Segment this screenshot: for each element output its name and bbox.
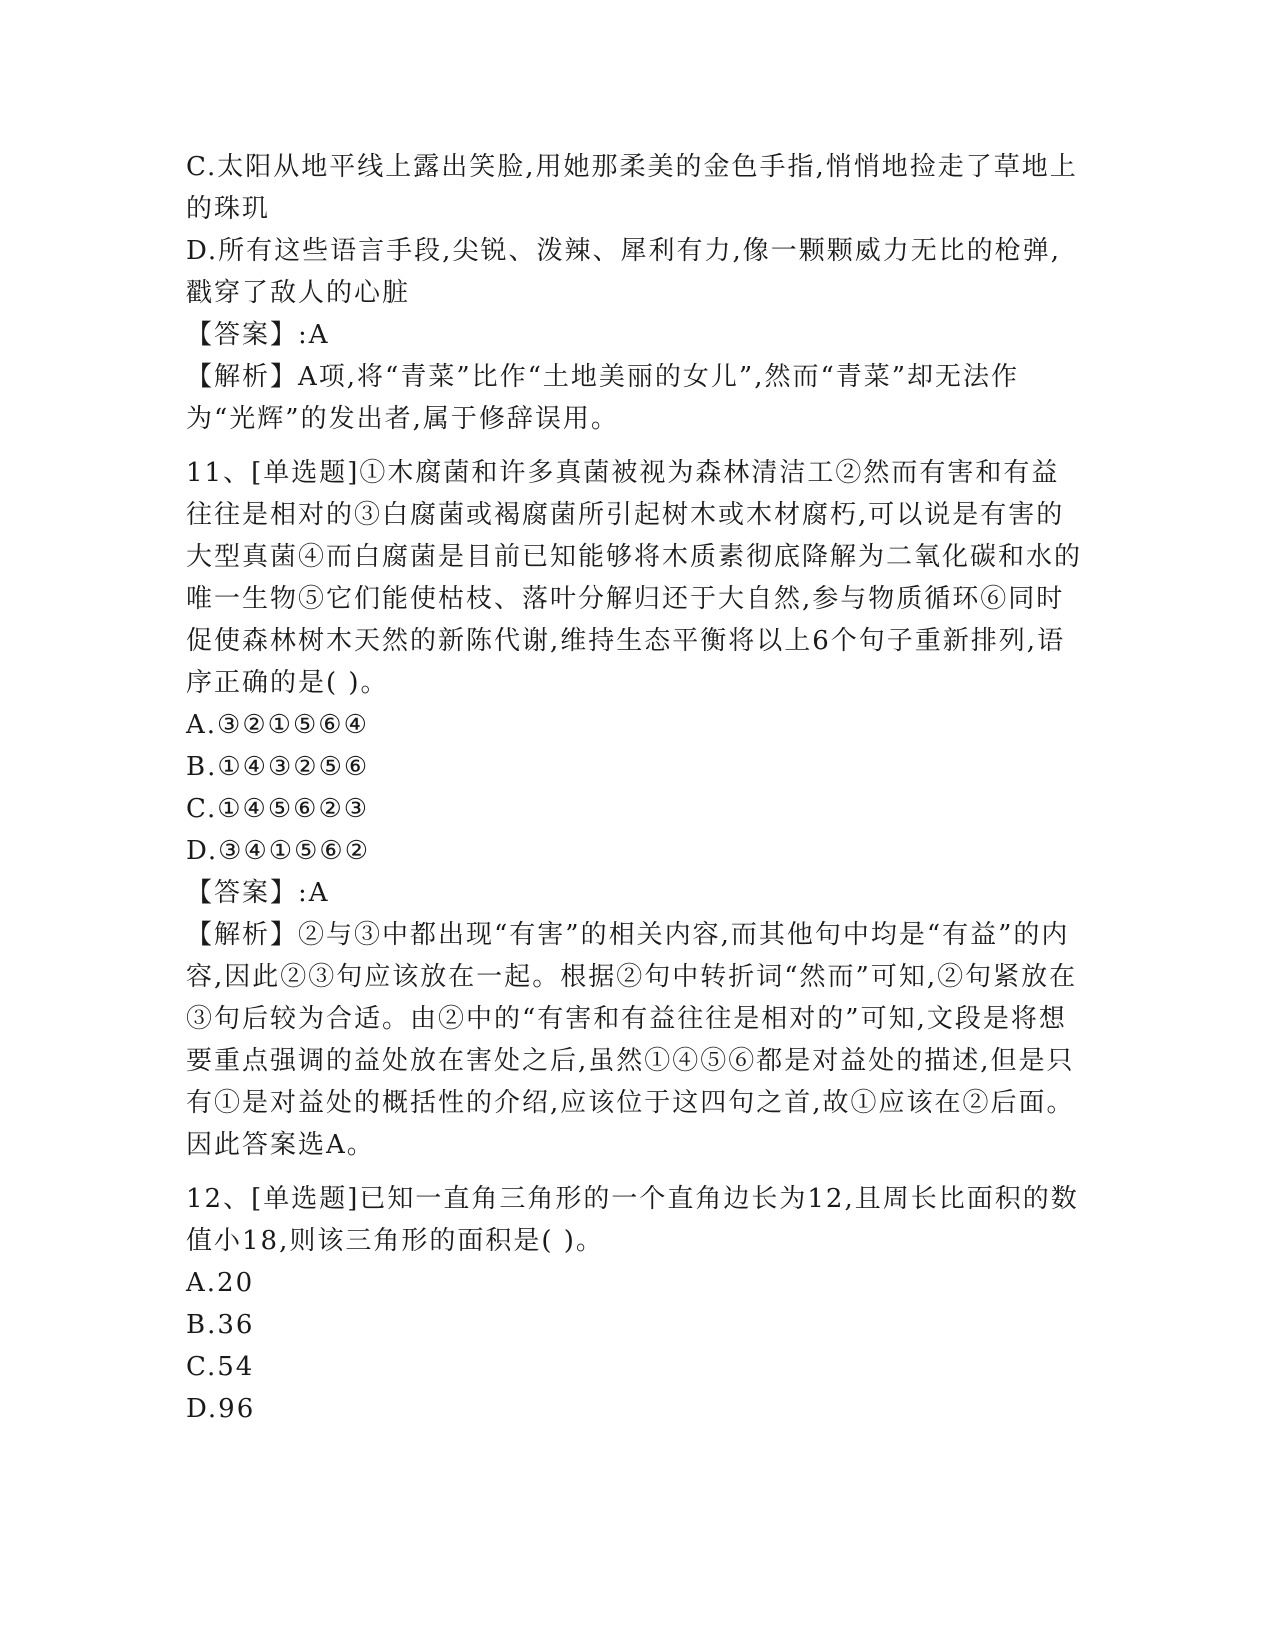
question-stem: 12、[单选题]已知一直角三角形的一个直角边长为12,且周长比面积的数值小18,则该三角形的面积是( )。 [186,1184,1079,1256]
option-a: A.③②①⑤⑥④ [186,710,369,740]
analysis: 【解析】A项,将“青菜”比作“土地美丽的女儿”,然而“青菜”却无法作为“光辉”的发出者,属于修辞误用。 [186,362,1020,434]
question-11 [186,452,1086,1166]
analysis: 【解析】②与③中都出现“有害”的相关内容,而其他句中均是“有益”的内容,因此②③句应该放在一起。根据②句中转折词“然而”可知,②句紧放在③句后较为合适。由②中的“有害和有益往往是相对的”可知,文段是将想要重点强调的益处放在害处之后,虽然①④⑤⑥都是对益处的描述,但是只有①是对益处的概括性的介绍,应该位于这四句之首,故①应该在②后面。因此答案选A。 [186,920,1078,1160]
question-stem: 11、[单选题]①木腐菌和许多真菌被视为森林清洁工②然而有害和有益往往是相对的③白腐菌或褐腐菌所引起树木或木材腐朽,可以说是有害的大型真菌④而白腐菌是目前已知能够将木质素彻底降解为二氧化碳和水的唯一生物⑤它们能使枯枝、落叶分解归还于大自然,参与物质循环⑥同时促使森林树木天然的新陈代谢,维持生态平衡将以上6个句子重新排列,语序正确的是( )。 [186,458,1083,698]
option-c: C.54 [186,1352,255,1382]
option-c: C.①④⑤⑥②③ [186,794,370,824]
option-c: C.太阳从地平线上露出笑脸,用她那柔美的金色手指,悄悄地捡走了草地上的珠玑 [186,152,1078,224]
answer: 【答案】:A [186,878,330,908]
question-10-tail [186,146,1086,440]
option-a: A.20 [186,1268,255,1298]
option-d: D.所有这些语言手段,尖锐、泼辣、犀利有力,像一颗颗威力无比的枪弹,戳穿了敌人的心脏 [186,236,1061,308]
answer: 【答案】:A [186,320,330,350]
document-content [186,146,1086,1430]
option-d: D.③④①⑤⑥② [186,836,371,866]
question-12 [186,1178,1086,1430]
option-b: B.①④③②⑤⑥ [186,752,370,782]
option-b: B.36 [186,1310,255,1340]
option-d: D.96 [186,1394,256,1424]
